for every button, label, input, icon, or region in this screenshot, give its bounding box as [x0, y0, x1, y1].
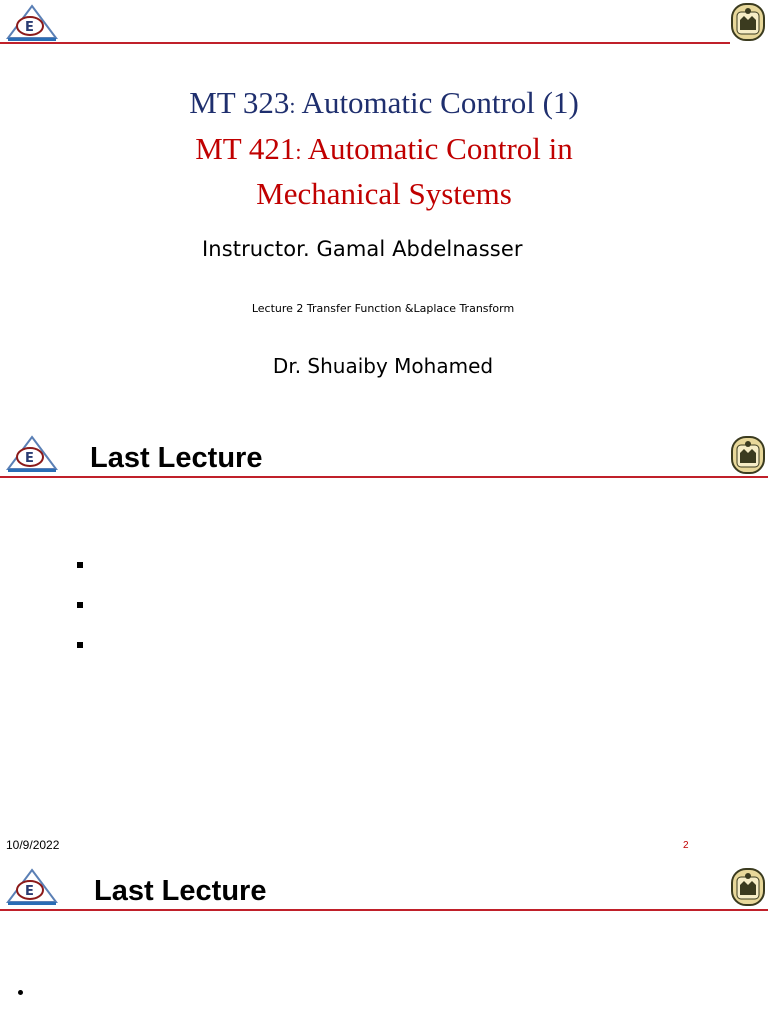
title-colon: :: [289, 93, 296, 118]
list-bullet: [77, 562, 83, 568]
course-code: MT 421: [195, 131, 296, 166]
list-bullet: [77, 602, 83, 608]
header-rule: [0, 42, 730, 44]
title-colon: :: [295, 139, 302, 164]
svg-text:E: E: [25, 451, 34, 466]
slide-heading: Last Lecture: [90, 442, 263, 474]
slide-3: [0, 865, 768, 1024]
doctor-name: Dr. Shuaiby Mohamed: [272, 354, 494, 378]
list-bullet: [77, 642, 83, 648]
lecture-title: Lecture 2 Transfer Function &Laplace Transform: [251, 302, 515, 315]
course-title-mt323: [0, 84, 768, 125]
svg-text:E: E: [25, 20, 34, 35]
slide-2: [0, 415, 768, 865]
list-bullet: [18, 990, 23, 995]
svg-text:E: E: [25, 884, 34, 899]
faculty-logo-icon: [6, 4, 58, 42]
university-seal-icon: [730, 2, 766, 42]
faculty-logo-icon: [6, 868, 58, 906]
instructor-name: Instructor. Gamal Abdelnasser: [202, 237, 523, 261]
faculty-logo-icon: [6, 435, 58, 473]
course-name-line2: Mechanical Systems: [256, 176, 512, 211]
header-rule: [0, 909, 768, 911]
course-number: (1): [542, 85, 579, 120]
header-rule: [0, 476, 768, 478]
university-seal-icon: [730, 435, 766, 475]
course-code: MT 323: [189, 85, 290, 120]
course-name: Automatic Control: [295, 85, 543, 120]
slide-date: 10/9/2022: [6, 838, 60, 852]
slide-1: [0, 0, 768, 415]
university-seal-icon: [730, 867, 766, 907]
slide-number: 2: [683, 840, 689, 851]
course-name: Automatic Control in: [301, 131, 573, 166]
slide-heading: Last Lecture: [94, 875, 267, 907]
course-title-mt421: [0, 128, 768, 215]
